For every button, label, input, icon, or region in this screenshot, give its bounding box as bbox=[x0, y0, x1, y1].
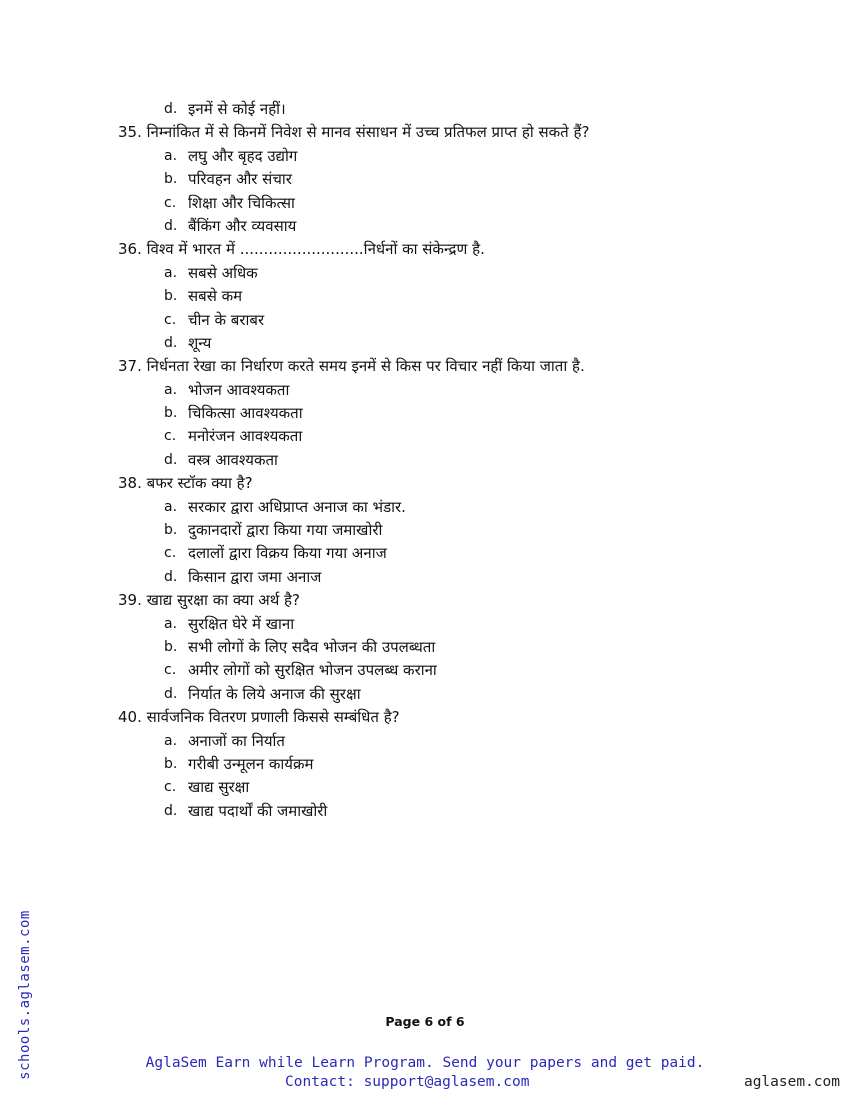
option-letter: d. bbox=[164, 217, 178, 234]
option-row bbox=[0, 145, 850, 168]
question-text: बफर स्टॉक क्या है? bbox=[146, 474, 253, 493]
option-row bbox=[0, 215, 850, 238]
option-row bbox=[0, 449, 850, 472]
option-row bbox=[0, 730, 850, 753]
option-text: किसान द्वारा जमा अनाज bbox=[188, 567, 322, 586]
side-watermark: schools.aglasem.com bbox=[17, 910, 33, 1080]
option-letter: c. bbox=[164, 428, 177, 445]
option-letter: b. bbox=[164, 755, 178, 772]
option-text: दलालों द्वारा विक्रय किया गया अनाज bbox=[188, 544, 387, 563]
option-letter: d. bbox=[164, 802, 178, 819]
option-letter: c. bbox=[164, 545, 177, 562]
question-number: 38. bbox=[118, 474, 142, 493]
option-row bbox=[0, 566, 850, 589]
option-text: इनमें से कोई नहीं। bbox=[188, 100, 286, 118]
option-text: लघु और बृहद उद्योग bbox=[188, 146, 298, 165]
option-text: चिकित्सा आवश्यकता bbox=[188, 404, 303, 423]
footer-contact-text: Contact: support@aglasem.com bbox=[285, 1074, 530, 1090]
option-text: निर्यात के लिये अनाज की सुरक्षा bbox=[188, 684, 361, 703]
option-text: चीन के बराबर bbox=[188, 310, 265, 329]
question-list bbox=[0, 98, 850, 823]
option-text: शिक्षा और चिकित्सा bbox=[188, 193, 295, 212]
option-row bbox=[0, 98, 850, 121]
option-row bbox=[0, 332, 850, 355]
question-35 bbox=[0, 121, 850, 144]
option-letter: c. bbox=[164, 779, 177, 796]
question-text: निर्धनता रेखा का निर्धारण करते समय इनमें से किस पर विचार नहीं किया जाता है. bbox=[146, 357, 585, 376]
option-text: मनोरंजन आवश्यकता bbox=[188, 427, 303, 446]
option-letter: a. bbox=[164, 615, 178, 632]
option-letter: b. bbox=[164, 638, 178, 655]
option-row bbox=[0, 542, 850, 565]
option-letter: b. bbox=[164, 171, 178, 188]
option-text: वस्त्र आवश्यकता bbox=[188, 450, 278, 469]
question-text: सार्वजनिक वितरण प्रणाली किससे सम्बंधित है? bbox=[146, 708, 400, 727]
option-row bbox=[0, 753, 850, 776]
option-text: दुकानदारों द्वारा किया गया जमाखोरी bbox=[188, 521, 383, 540]
option-row bbox=[0, 379, 850, 402]
question-37 bbox=[0, 355, 850, 378]
option-text: भोजन आवश्यकता bbox=[188, 380, 290, 399]
option-letter: b. bbox=[164, 288, 178, 305]
option-row bbox=[0, 262, 850, 285]
question-text: विश्व में भारत में ..........................निर्धनों का संकेन्द्रण है. bbox=[146, 240, 485, 259]
option-text: खाद्य पदार्थों की जमाखोरी bbox=[188, 801, 328, 820]
option-letter: d. bbox=[164, 451, 178, 468]
option-row bbox=[0, 309, 850, 332]
question-text: खाद्य सुरक्षा का क्या अर्थ है? bbox=[146, 591, 300, 610]
option-row bbox=[0, 613, 850, 636]
question-number: 35. bbox=[118, 123, 142, 142]
option-text: सबसे अधिक bbox=[188, 263, 258, 282]
option-text: सुरक्षित घेरे में खाना bbox=[188, 614, 295, 633]
option-row bbox=[0, 683, 850, 706]
option-text: शून्य bbox=[188, 333, 212, 352]
footer-site-link[interactable]: aglasem.com bbox=[743, 1074, 840, 1090]
option-letter: c. bbox=[164, 311, 177, 328]
option-row bbox=[0, 168, 850, 191]
option-row bbox=[0, 800, 850, 823]
option-text: अमीर लोगों को सुरक्षित भोजन उपलब्ध कराना bbox=[188, 661, 437, 680]
option-text: खाद्य सुरक्षा bbox=[188, 778, 250, 797]
option-letter: a. bbox=[164, 381, 178, 398]
option-letter: d. bbox=[164, 685, 178, 702]
option-letter: b. bbox=[164, 405, 178, 422]
option-text: सरकार द्वारा अधिप्राप्त अनाज का भंडार. bbox=[188, 497, 406, 516]
option-row bbox=[0, 496, 850, 519]
question-number: 36. bbox=[118, 240, 142, 259]
option-letter: a. bbox=[164, 732, 178, 749]
option-row bbox=[0, 776, 850, 799]
footer-promo-text: AglaSem Earn while Learn Program. Send your papers and get paid. bbox=[145, 1055, 705, 1071]
option-text: परिवहन और संचार bbox=[188, 170, 292, 189]
option-text: सबसे कम bbox=[188, 287, 243, 306]
question-text: निम्नांकित में से किनमें निवेश से मानव संसाधन में उच्च प्रतिफल प्राप्त हो सकते हैं? bbox=[141, 123, 590, 142]
option-text: सभी लोगों के लिए सदैव भोजन की उपलब्धता bbox=[188, 637, 436, 656]
option-letter: a. bbox=[164, 264, 178, 281]
option-row bbox=[0, 519, 850, 542]
page-number: Page 6 of 6 bbox=[385, 1014, 465, 1029]
option-letter: d. bbox=[164, 568, 178, 585]
option-letter: a. bbox=[164, 147, 178, 164]
option-letter: c. bbox=[164, 662, 177, 679]
question-number: 37. bbox=[118, 357, 142, 376]
option-letter: d. bbox=[164, 101, 178, 117]
option-text: गरीबी उन्मूलन कार्यक्रम bbox=[188, 754, 314, 773]
question-number: 39. bbox=[118, 591, 142, 610]
option-letter: b. bbox=[164, 522, 178, 539]
option-row bbox=[0, 192, 850, 215]
option-row bbox=[0, 285, 850, 308]
option-row bbox=[0, 659, 850, 682]
question-number: 40. bbox=[118, 708, 142, 727]
question-36 bbox=[0, 238, 850, 261]
option-text: बैंकिंग और व्यवसाय bbox=[188, 216, 297, 235]
question-40 bbox=[0, 706, 850, 729]
option-letter: a. bbox=[164, 498, 178, 515]
option-row bbox=[0, 402, 850, 425]
option-row bbox=[0, 425, 850, 448]
option-letter: c. bbox=[164, 194, 177, 211]
option-row bbox=[0, 636, 850, 659]
question-39 bbox=[0, 589, 850, 612]
option-text: अनाजों का निर्यात bbox=[188, 731, 285, 750]
option-letter: d. bbox=[164, 334, 178, 351]
question-38 bbox=[0, 472, 850, 495]
